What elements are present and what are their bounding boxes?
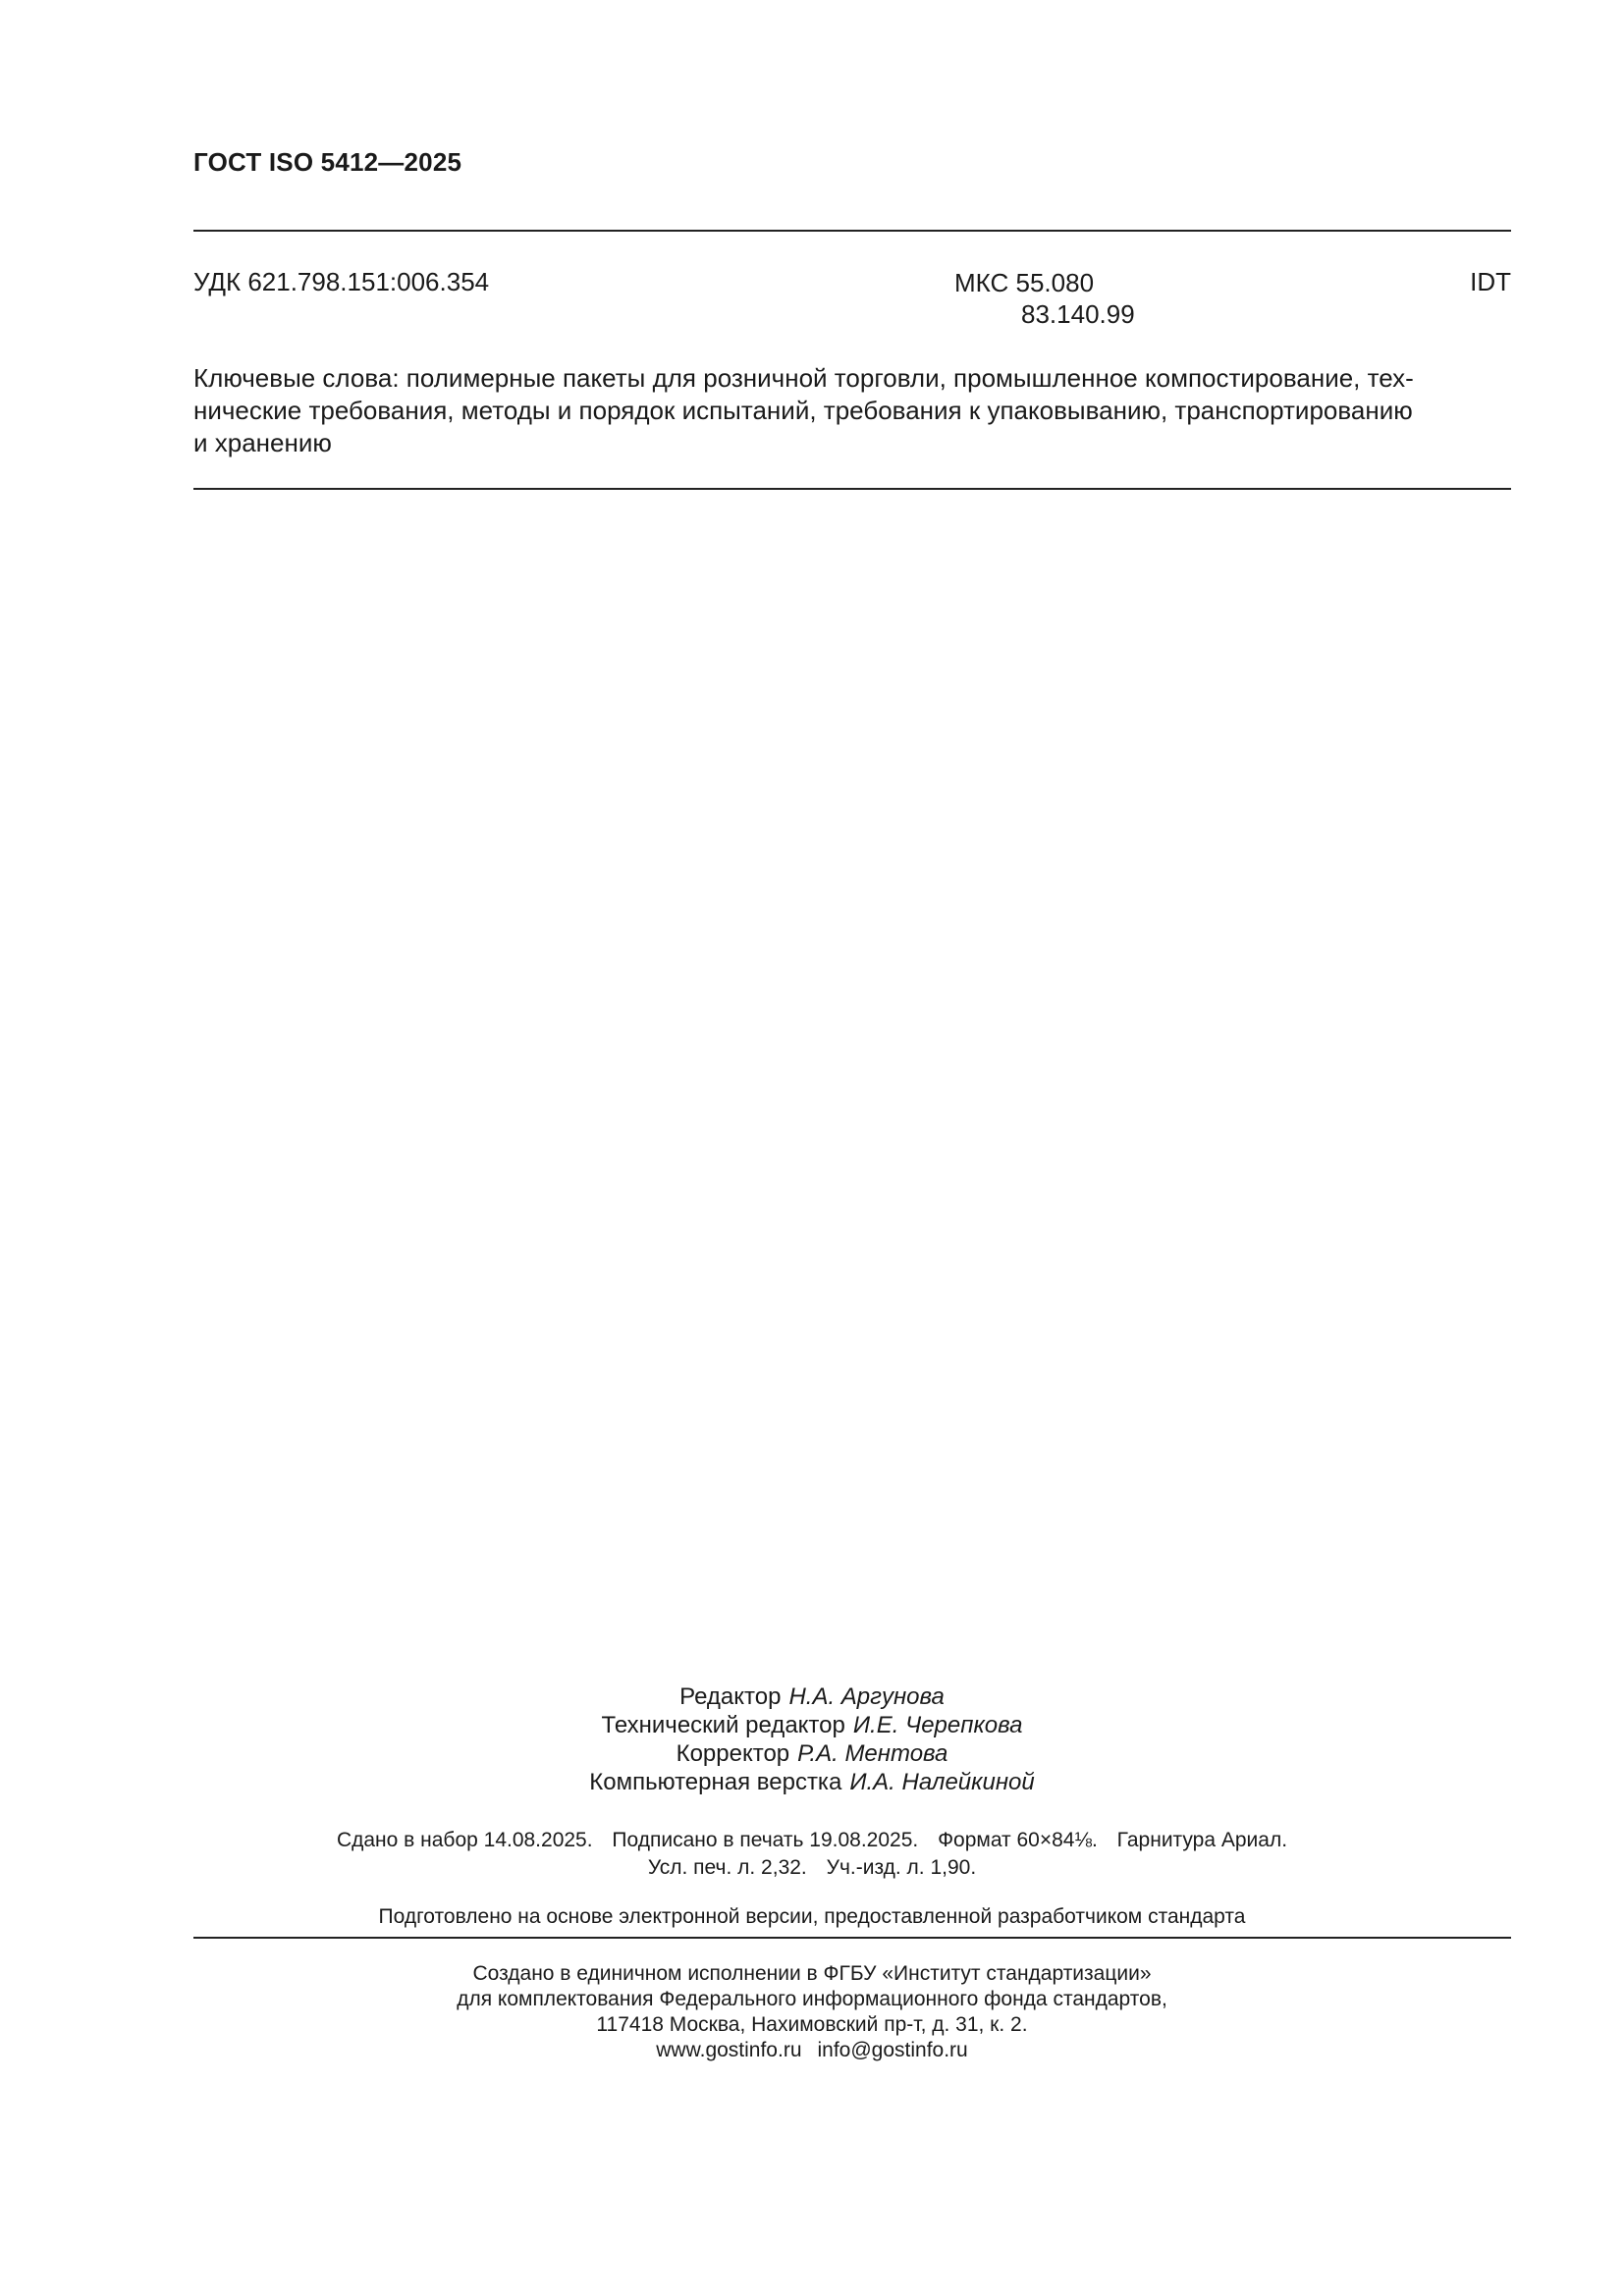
top-divider: [193, 230, 1511, 232]
publisher-line: Создано в единичном исполнении в ФГБУ «Институт стандартизации»: [472, 1962, 1152, 1985]
submitted-date: Сдано в набор 14.08.2025.: [336, 1829, 593, 1851]
print-info: [0, 1827, 1624, 1882]
editorial-credits: [0, 1682, 1624, 1796]
idt-marker: IDT: [1470, 267, 1511, 296]
credit-person: И.Е. Черепкова: [852, 1712, 1023, 1738]
keywords-paragraph: [193, 362, 1511, 459]
credit-role: Компьютерная верстка: [589, 1769, 842, 1795]
print-sheets: Усл. печ. л. 2,32.: [647, 1856, 807, 1879]
credit-layout: [0, 1768, 1624, 1796]
paper-format: Формат 60×84⅛.: [938, 1829, 1098, 1851]
publisher-info: [0, 1961, 1624, 2063]
credit-editor: [0, 1682, 1624, 1711]
publisher-contacts: [0, 2038, 1624, 2063]
publisher-website-link[interactable]: www.gostinfo.ru: [656, 2039, 802, 2061]
bottom-divider: [193, 1937, 1511, 1939]
credit-person: Н.А. Аргунова: [788, 1683, 945, 1710]
publisher-email-link[interactable]: info@gostinfo.ru: [817, 2039, 968, 2061]
publisher-address: 117418 Москва, Нахимовский пр-т, д. 31, к. 2.: [596, 2013, 1028, 2036]
keywords-divider: [193, 488, 1511, 490]
credit-role: Корректор: [676, 1740, 790, 1767]
prepared-note: Подготовлено на основе электронной версии, предоставленной разработчиком стандарта: [378, 1905, 1246, 1928]
mks-code-secondary: 83.140.99: [1021, 299, 1135, 329]
credit-person: Р.А. Ментова: [797, 1740, 948, 1767]
publisher-line: для комплектования Федерального информационного фонда стандартов,: [457, 1988, 1167, 2010]
credit-technical-editor: [0, 1711, 1624, 1739]
udk-code: УДК 621.798.151:006.354: [193, 267, 490, 296]
keywords-line: Ключевые слова: полимерные пакеты для розничной торговли, промышленное компостирование, тех-: [193, 363, 1414, 393]
mks-codes: [954, 267, 1135, 330]
credit-person: И.А. Налейкиной: [849, 1769, 1035, 1795]
keywords-line: нические требования, методы и порядок испытаний, требования к упаковыванию, транспортированию: [193, 396, 1413, 425]
credit-proofreader: [0, 1739, 1624, 1768]
credit-role: Редактор: [679, 1683, 782, 1710]
credit-role: Технический редактор: [601, 1712, 845, 1738]
signed-date: Подписано в печать 19.08.2025.: [612, 1829, 919, 1851]
publishing-sheets: Уч.-изд. л. 1,90.: [826, 1856, 977, 1879]
print-info-line: [0, 1827, 1624, 1854]
font-info: Гарнитура Ариал.: [1116, 1829, 1288, 1851]
mks-code-primary: МКС 55.080: [954, 268, 1095, 297]
keywords-line: и хранению: [193, 428, 332, 457]
document-code-header: ГОСТ ISO 5412—2025: [193, 147, 462, 177]
print-info-line: [0, 1854, 1624, 1882]
